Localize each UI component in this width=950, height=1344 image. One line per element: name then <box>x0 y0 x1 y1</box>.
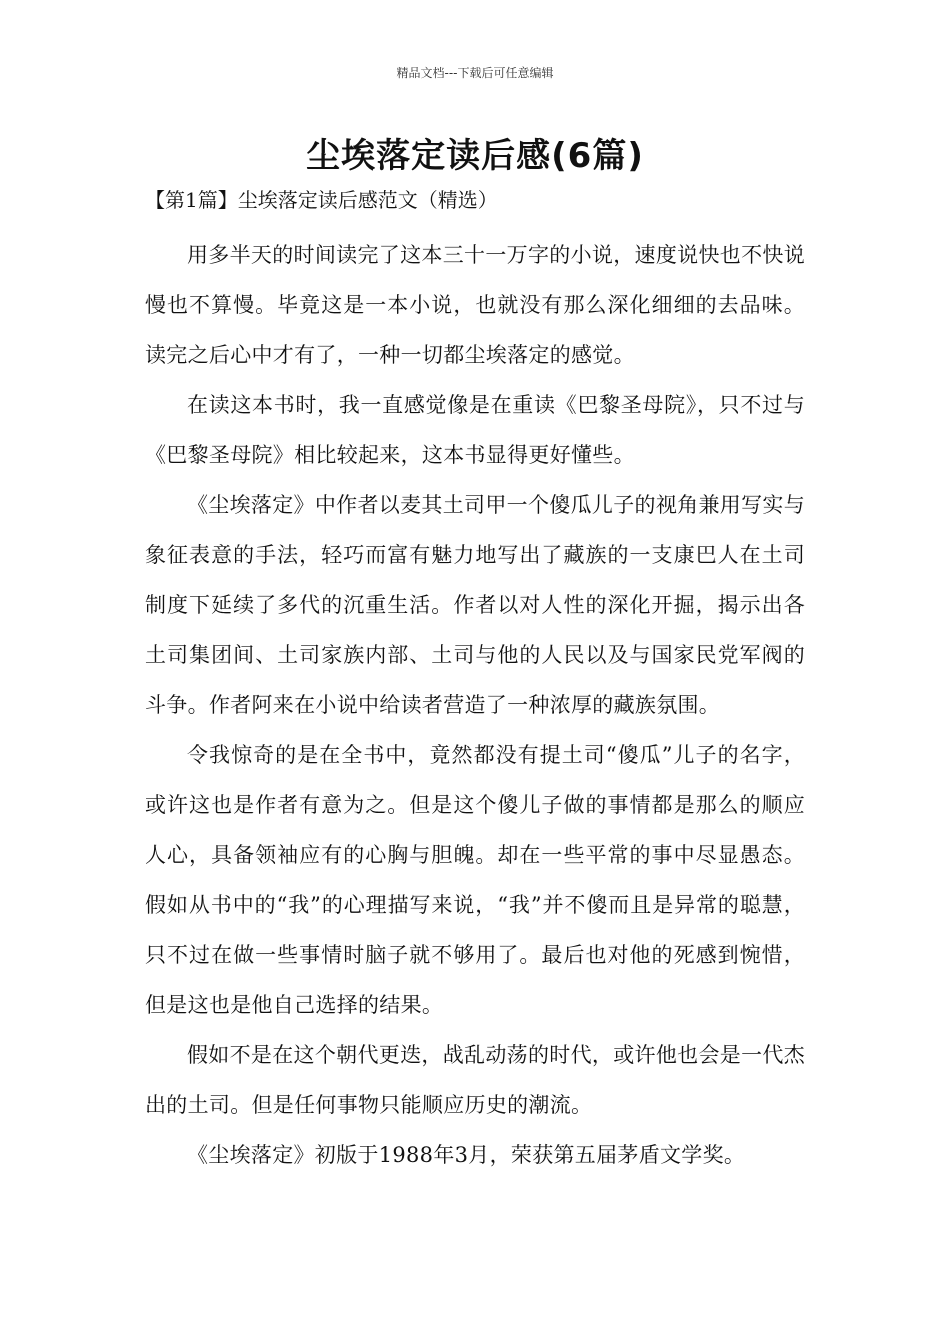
section-heading: 【第1篇】尘埃落定读后感范文（精选） <box>145 188 498 212</box>
paragraph: 用多半天的时间读完了这本三十一万字的小说，速度说快也不快说慢也不算慢。毕竟这是一本小说，也就没有那么深化细细的去品味。读完之后心中才有了，一种一切都尘埃落定的感觉。 <box>145 243 805 367</box>
paragraph: 假如不是在这个朝代更迭，战乱动荡的时代，或许他也会是一代杰出的土司。但是任何事物只能顺应历史的潮流。 <box>145 1043 805 1117</box>
document-title: 尘埃落定读后感(6篇) <box>306 136 644 176</box>
paragraph: 令我惊奇的是在全书中，竟然都没有提土司“傻瓜”儿子的名字，或许这也是作者有意为之。但是这个傻儿子做的事情都是那么的顺应人心，具备领袖应有的心胸与胆魄。却在一些平常的事中尽显愚态。假如从书中的“我”的心理描写来说，“我”并不傻而且是异常的聪慧，只不过在做一些事情时脑子就不够用了。最后也对他的死感到惋惜，但是这也是他自己选择的结果。 <box>145 743 805 1017</box>
paragraph: 《尘埃落定》中作者以麦其土司甲一个傻瓜儿子的视角兼用写实与象征表意的手法，轻巧而富有魅力地写出了藏族的一支康巴人在土司制度下延续了多代的沉重生活。作者以对人性的深化开掘，揭示出各土司集团间、土司家族内部、土司与他的人民以及与国家民党军阀的斗争。作者阿来在小说中给读者营造了一种浓厚的藏族氛围。 <box>145 493 805 717</box>
body-text <box>145 230 805 1180</box>
paragraph: 《尘埃落定》初版于1988年3月，荣获第五届茅盾文学奖。 <box>187 1143 746 1167</box>
paragraph: 在读这本书时，我一直感觉像是在重读《巴黎圣母院》，只不过与《巴黎圣母院》相比较起来，这本书显得更好懂些。 <box>145 393 805 467</box>
page-header: 精品文档---下载后可任意编辑 <box>396 66 554 80</box>
